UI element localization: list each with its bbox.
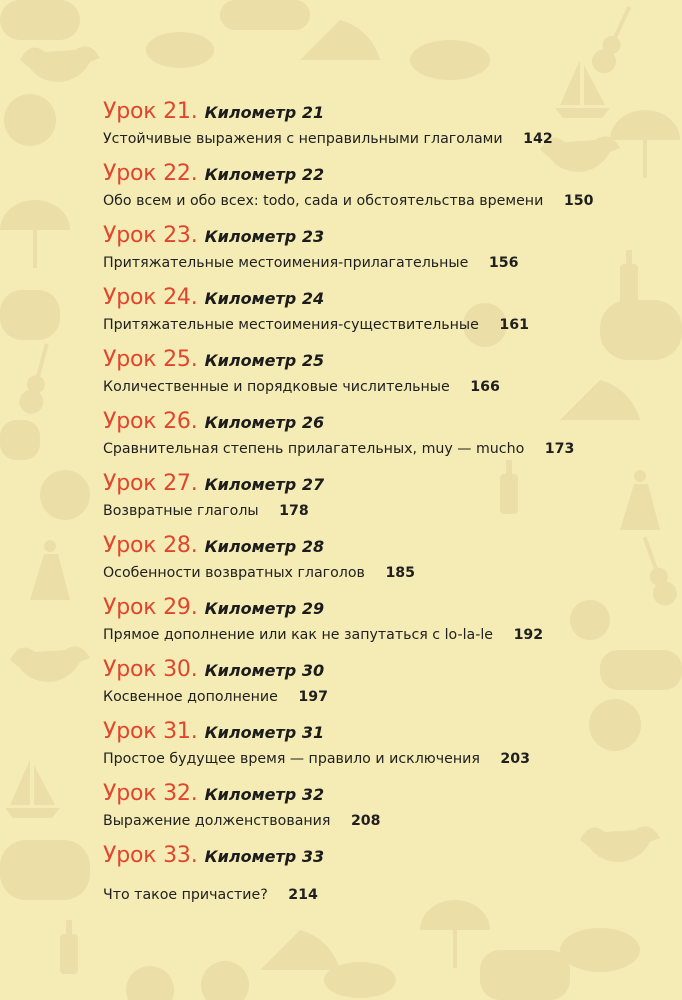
page-number[interactable]: 173 — [544, 441, 575, 457]
olive-icon — [146, 32, 214, 68]
toc-entry[interactable] — [103, 719, 663, 767]
lesson-topic-line — [103, 255, 663, 271]
toc-entry[interactable] — [103, 285, 663, 333]
page-number[interactable]: 214 — [288, 887, 318, 903]
lesson-kilometer: Километр 26 — [204, 413, 325, 432]
guitar-icon — [588, 2, 640, 77]
lesson-topic-line — [103, 193, 663, 209]
lesson-topic: Прямое дополнение или как не запутаться с lo-la-le — [103, 627, 494, 643]
page-number[interactable]: 178 — [279, 503, 309, 519]
lesson-kilometer: Километр 30 — [204, 661, 325, 680]
toc-entry[interactable] — [103, 595, 663, 643]
fan-icon — [260, 930, 340, 970]
toc-entry[interactable] — [103, 843, 663, 903]
lesson-topic: Сравнительная степень прилагательных, muy — mucho — [103, 441, 525, 457]
lesson-number: Урок 27. — [103, 471, 198, 496]
olive-icon — [410, 40, 490, 80]
lesson-kilometer: Километр 28 — [204, 537, 325, 556]
toc-entry[interactable] — [103, 657, 663, 705]
lesson-topic-line — [103, 379, 663, 395]
lesson-heading — [103, 471, 663, 501]
wine-bottle-icon — [60, 920, 78, 974]
lesson-number: Урок 29. — [103, 595, 198, 620]
lesson-heading — [103, 223, 663, 253]
lesson-topic: Простое будущее время — правило и исключения — [103, 751, 480, 767]
toc-entry[interactable] — [103, 781, 663, 829]
toc-entry[interactable] — [103, 223, 663, 271]
lesson-topic-line — [103, 503, 663, 519]
page-number[interactable]: 156 — [488, 255, 519, 271]
lesson-heading — [103, 843, 663, 873]
lesson-number: Урок 32. — [103, 781, 198, 806]
lesson-kilometer: Километр 27 — [204, 475, 325, 494]
page-number[interactable]: 197 — [298, 689, 328, 705]
lesson-kilometer: Километр 21 — [204, 103, 325, 122]
lesson-kilometer: Километр 33 — [204, 847, 325, 866]
lesson-number: Урок 26. — [103, 409, 198, 434]
toc-entry[interactable] — [103, 99, 663, 147]
lesson-topic: Количественные и порядковые числительные — [103, 379, 450, 395]
guitar-icon — [17, 341, 59, 417]
lesson-heading — [103, 781, 663, 811]
lesson-topic-line — [103, 813, 663, 829]
lesson-topic-line — [103, 751, 663, 767]
lesson-heading — [103, 595, 663, 625]
lesson-kilometer: Километр 31 — [204, 723, 325, 742]
lesson-number: Урок 24. — [103, 285, 198, 310]
lesson-topic: Косвенное дополнение — [103, 689, 278, 705]
sun-icon — [4, 94, 56, 146]
lesson-topic-line — [103, 317, 663, 333]
lesson-kilometer: Километр 23 — [204, 227, 325, 246]
toc-entry[interactable] — [103, 409, 663, 457]
page-number[interactable]: 166 — [470, 379, 500, 395]
olive-icon — [324, 962, 396, 998]
lesson-number: Урок 21. — [103, 99, 198, 124]
lesson-kilometer: Километр 25 — [204, 351, 325, 370]
umbrella-icon — [420, 900, 490, 968]
lesson-heading — [103, 285, 663, 315]
toc-entry[interactable] — [103, 347, 663, 395]
lesson-heading — [103, 533, 663, 563]
toc-entry[interactable] — [103, 471, 663, 519]
sun-icon — [126, 966, 174, 1000]
lesson-topic-line — [103, 565, 663, 581]
lesson-topic-line — [103, 441, 663, 457]
lesson-number: Урок 23. — [103, 223, 198, 248]
lesson-heading — [103, 99, 663, 129]
page-number[interactable]: 142 — [523, 131, 553, 147]
lesson-topic: Притяжательные местоимения-существительные — [103, 317, 479, 333]
lesson-heading — [103, 657, 663, 687]
lesson-topic: Устойчивые выражения с неправильными глаголами — [103, 131, 503, 147]
lesson-topic-line — [103, 627, 663, 643]
lesson-number: Урок 30. — [103, 657, 198, 682]
page-number[interactable]: 161 — [499, 317, 529, 333]
lesson-topic-line — [103, 131, 663, 147]
sailboat-icon — [5, 760, 60, 818]
lesson-number: Урок 22. — [103, 161, 198, 186]
lesson-topic: Выражение долженствования — [103, 813, 331, 829]
lesson-kilometer: Километр 22 — [204, 165, 325, 184]
lesson-heading — [103, 347, 663, 377]
lesson-topic: Притяжательные местоимения-прилагательные — [103, 255, 469, 271]
lesson-number: Урок 28. — [103, 533, 198, 558]
dancer-icon — [30, 540, 70, 600]
lesson-number: Урок 25. — [103, 347, 198, 372]
bull-icon — [20, 46, 100, 82]
lesson-number: Урок 33. — [103, 843, 198, 868]
olive-icon — [560, 928, 640, 972]
lesson-kilometer: Километр 32 — [204, 785, 325, 804]
lesson-heading — [103, 161, 663, 191]
lesson-kilometer: Километр 29 — [204, 599, 325, 618]
fan-icon — [300, 20, 380, 60]
lesson-heading — [103, 409, 663, 439]
lesson-number: Урок 31. — [103, 719, 198, 744]
bull-icon — [10, 646, 90, 682]
page-number[interactable]: 192 — [513, 627, 544, 643]
seashell-icon — [40, 470, 90, 520]
toc-entry[interactable] — [103, 533, 663, 581]
lesson-kilometer: Километр 24 — [204, 289, 325, 308]
lesson-topic: Особенности возвратных глаголов — [103, 565, 365, 581]
page-number[interactable]: 203 — [500, 751, 530, 767]
toc-entry[interactable] — [103, 161, 663, 209]
lesson-topic-line — [103, 689, 663, 705]
umbrella-icon — [0, 200, 70, 268]
page-number[interactable]: 185 — [385, 565, 416, 581]
lesson-topic-line — [103, 887, 663, 903]
seashell-icon — [201, 961, 249, 1000]
lesson-topic: Обо всем и обо всех: todo, cada и обстоятельства времени — [103, 193, 544, 209]
lesson-topic: Что такое причастие? — [103, 887, 268, 903]
lesson-heading — [103, 719, 663, 749]
page-number[interactable]: 208 — [350, 813, 381, 829]
page-number[interactable]: 150 — [563, 193, 594, 209]
lesson-topic: Возвратные глаголы — [103, 503, 259, 519]
